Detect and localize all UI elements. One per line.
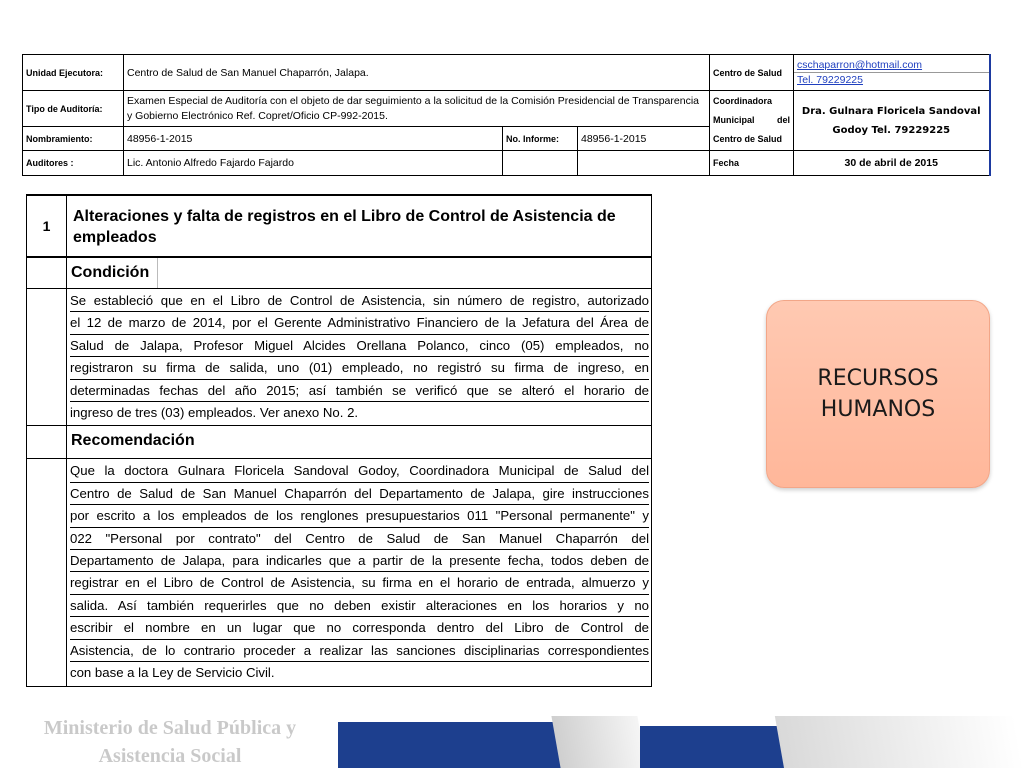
condition-line: registraron su firma de salida, uno (01) empleado, no registró su firma de ingreso, en (70, 357, 649, 379)
tipo-value: Examen Especial de Auditoría con el objeto de dar seguimiento a la solicitud de la Comisión Presidencial de Transparencia y Gobierno Electrónico Ref. Copret/Oficio CP-992-2015. (124, 91, 710, 127)
finding-number: 1 (27, 195, 67, 257)
coord-tel: Godoy Tel. 79229225 (832, 124, 951, 136)
condition-line: el 12 de marzo de 2014, por el Gerente Administrativo Financiero de la Jefatura del Área de (70, 312, 649, 334)
condition-num-cell (27, 257, 67, 289)
finding-table (26, 194, 652, 687)
recommendation-line: por escrito a los empleados de los renglones presupuestarios 011 "Personal permanente" y (70, 505, 649, 527)
condition-line: ingreso de tres (03) empleados. Ver anexo No. 2. (70, 405, 359, 421)
recommendation-line: Asistencia, de lo contrario proceder a realizar las sanciones disciplinarias correspondientes (70, 640, 649, 662)
unidad-label: Unidad Ejecutora: (23, 55, 124, 91)
coord-name: Dra. Gulnara Floricela Sandoval (801, 105, 981, 117)
footer-band-gray-right (775, 716, 1024, 768)
fecha-label: Fecha (710, 151, 794, 176)
recommendation-label: Recomendación (67, 426, 652, 459)
unidad-value: Centro de Salud de San Manuel Chaparrón, Jalapa. (124, 55, 710, 91)
recursos-humanos-label: RECURSOS HUMANOS (817, 366, 939, 422)
informe-value: 48956-1-2015 (578, 127, 710, 151)
recommendation-line: registrar en el Libro de Control de Asistencia, su firma en el horario de entrada, almuerzo y (70, 572, 649, 594)
recursos-humanos-button[interactable] (766, 300, 990, 488)
email-link[interactable]: cschaparron@hotmail.com (794, 58, 989, 73)
audit-header-grid (22, 54, 991, 176)
condition-side-cell (27, 289, 67, 426)
recommendation-line: con base a la Ley de Servicio Civil. (70, 665, 275, 681)
coord-label-1: Coordinadora (713, 96, 773, 106)
recommendation-line: salida. Así también requerirles que no deben existir alteraciones en los horarios y no (70, 595, 649, 617)
ministry-footer-text: Ministerio de Salud Pública y Asistencia Social (43, 717, 297, 767)
recommendation-line: Departamento de Jalapa, para indicarles que a partir de la presente fecha, todos deben de (70, 550, 649, 572)
coord-label-2a: Municipal (713, 115, 755, 125)
empty-cell-1 (503, 151, 578, 176)
finding-title: Alteraciones y falta de registros en el Libro de Control de Asistencia de empleados (67, 195, 652, 257)
recommendation-text (67, 459, 652, 686)
coord-label-2b: del (776, 115, 790, 125)
fecha-value: 30 de abril de 2015 (794, 151, 990, 176)
contact-cell (794, 55, 990, 91)
footer-band-gray-left (551, 716, 646, 768)
recommendation-num-cell (27, 426, 67, 459)
condition-text (67, 289, 652, 426)
condition-line: determinadas fechas del año 2015; así también se verificó que se alteró el horario de (70, 380, 649, 402)
empty-cell-2 (578, 151, 710, 176)
footer-band-blue-right (640, 726, 790, 768)
tel-link[interactable]: Tel. 79229225 (797, 74, 863, 86)
auditores-value: Lic. Antonio Alfredo Fajardo Fajardo (124, 151, 503, 176)
coord-label (710, 91, 794, 151)
auditores-label: Auditores : (23, 151, 124, 176)
recommendation-line: Centro de Salud de San Manuel Chaparrón del Departamento de Jalapa, gire instrucciones (70, 483, 649, 505)
informe-label: No. Informe: (503, 127, 578, 151)
condition-line: Se estableció que en el Libro de Control de Asistencia, sin número de registro, autorizado (70, 290, 649, 312)
coord-value (794, 91, 990, 151)
tipo-label: Tipo de Auditoría: (23, 91, 124, 127)
condition-label: Condición (67, 258, 158, 288)
recommendation-line: Que la doctora Gulnara Floricela Sandoval Godoy, Coordinadora Municipal de Salud del (70, 460, 649, 482)
centro-salud-label: Centro de Salud (710, 55, 794, 91)
recommendation-side-cell (27, 459, 67, 686)
nombramiento-value: 48956-1-2015 (124, 127, 503, 151)
nombramiento-label: Nombramiento: (23, 127, 124, 151)
recommendation-line: 022 "Personal por contrato" del Centro de Salud de San Manuel Chaparrón del (70, 528, 649, 550)
condition-header-cell (67, 257, 652, 289)
condition-line: Salud de Jalapa, Profesor Miguel Alcides Orellana Polanco, cinco (05) empleados, no (70, 335, 649, 357)
recommendation-line: escribir el nombre en un lugar que no corresponda dentro del Libro de Control de (70, 617, 649, 639)
coord-label-3: Centro de Salud (713, 134, 783, 144)
